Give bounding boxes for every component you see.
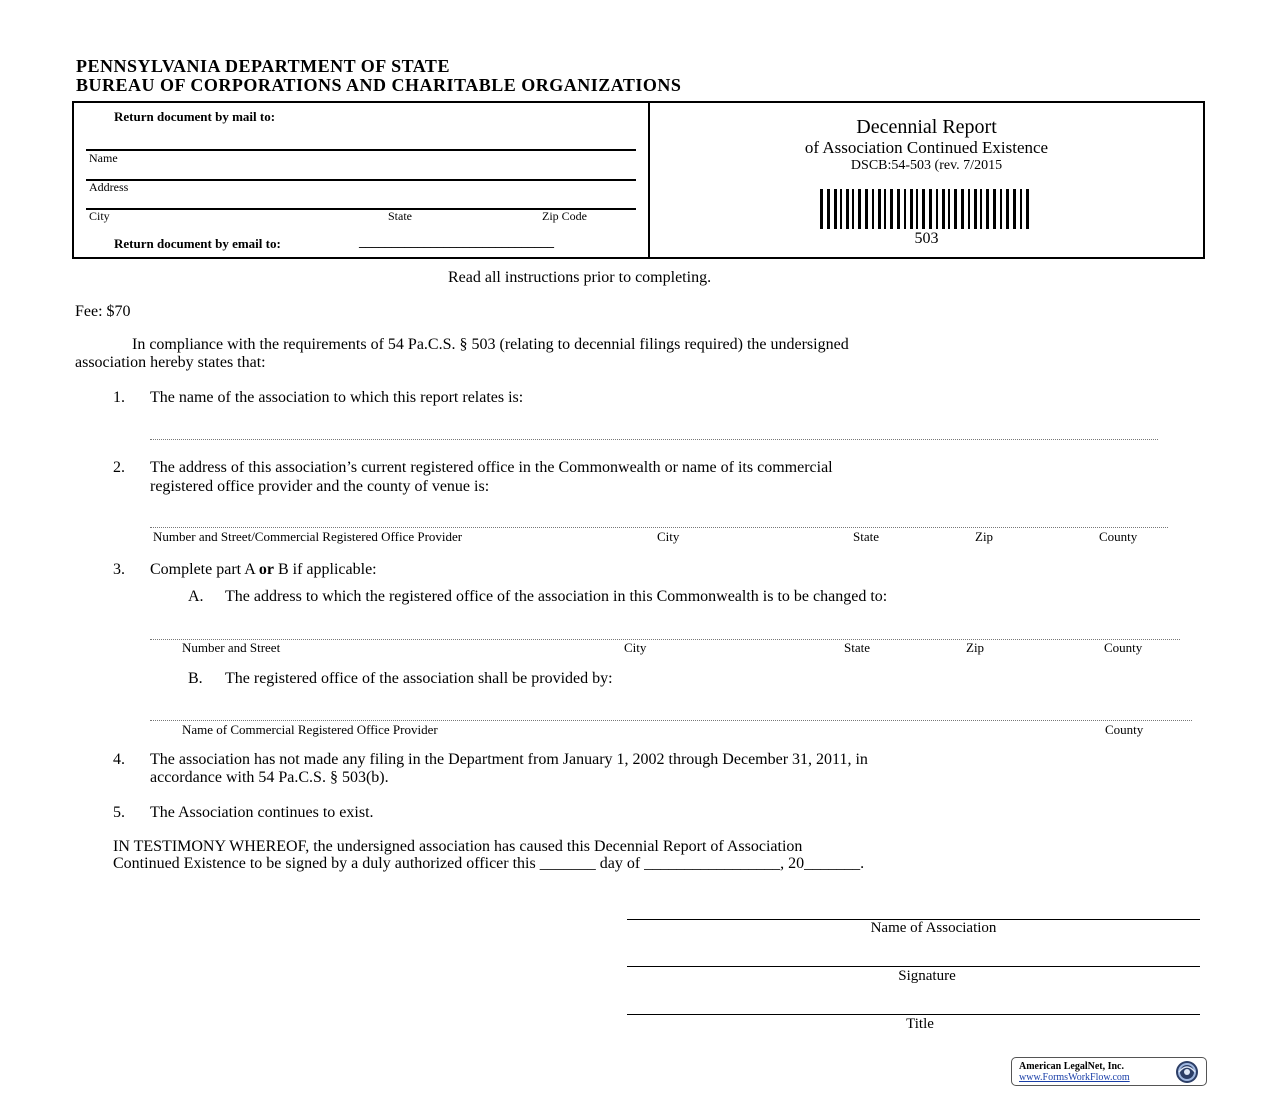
instructions-note: Read all instructions prior to completing. <box>448 269 712 286</box>
current-zip-label: Zip <box>975 529 994 544</box>
mail-return-label: Return document by mail to: <box>114 109 276 124</box>
name-label: Name <box>89 151 118 165</box>
barcode-image <box>818 189 1034 229</box>
return-address-box <box>72 101 650 259</box>
current-county-label: County <box>1099 529 1138 544</box>
association-name-line[interactable] <box>150 439 1158 440</box>
item-3-text: Complete part A or B if applicable: <box>150 561 377 578</box>
item-5-text: The Association continues to exist. <box>150 804 374 821</box>
title-label: Title <box>906 1016 934 1032</box>
current-office-line[interactable] <box>150 527 1168 528</box>
address-line[interactable] <box>86 179 636 181</box>
state-label: State <box>388 209 412 223</box>
item-1-number: 1. <box>113 389 125 406</box>
provider-county-label: County <box>1105 722 1144 737</box>
logo-url[interactable]: www.FormsWorkFlow.com <box>1019 1072 1130 1083</box>
current-state-label: State <box>853 529 879 544</box>
new-zip-label: Zip <box>966 640 985 655</box>
part-b-text: The registered office of the association shall be provided by: <box>225 670 613 687</box>
form-title-box <box>648 101 1205 259</box>
name-line[interactable] <box>86 149 636 151</box>
form-code: DSCB:54-503 (rev. 7/2015 <box>850 158 1003 173</box>
form-subtitle: of Association Continued Existence <box>804 138 1049 157</box>
item-1-text: The name of the association to which this report relates is: <box>150 389 524 406</box>
fee-amount: Fee: $70 <box>75 303 131 320</box>
new-county-label: County <box>1104 640 1143 655</box>
globe-icon <box>1170 1059 1204 1085</box>
new-street-label: Number and Street <box>182 640 281 655</box>
intro-line-2: association hereby states that: <box>75 354 266 371</box>
current-city-label: City <box>657 529 680 544</box>
item-4-line-2: accordance with 54 Pa.C.S. § 503(b). <box>150 769 389 786</box>
address-label: Address <box>89 180 129 194</box>
new-office-line[interactable] <box>150 639 1180 640</box>
intro-line-1: In compliance with the requirements of 54 Pa.C.S. § 503 (relating to decennial filings required) the undersigned <box>132 336 849 353</box>
department-heading: PENNSYLVANIA DEPARTMENT OF STATE <box>76 56 450 76</box>
logo-company: American LegalNet, Inc. <box>1019 1061 1124 1072</box>
signature-line[interactable] <box>627 966 1200 967</box>
provider-name-label: Name of Commercial Registered Office Provider <box>182 722 438 737</box>
signature-label: Signature <box>898 968 956 984</box>
american-legalnet-logo[interactable] <box>1011 1057 1207 1086</box>
item-2-number: 2. <box>113 459 125 476</box>
zip-code-label: Zip Code <box>542 209 587 223</box>
new-city-label: City <box>624 640 647 655</box>
current-street-label: Number and Street/Commercial Registered Office Provider <box>153 529 463 544</box>
part-a-text: The address to which the registered office of the association in this Commonwealth is to be changed to: <box>225 588 888 605</box>
barcode-bars <box>820 189 1029 229</box>
provider-line[interactable] <box>150 720 1192 721</box>
email-return-label: Return document by email to: <box>114 236 281 251</box>
item-4-number: 4. <box>113 751 125 768</box>
city-label: City <box>89 209 110 223</box>
new-state-label: State <box>844 640 870 655</box>
bureau-heading: BUREAU OF CORPORATIONS AND CHARITABLE ORGANIZATIONS <box>76 75 682 95</box>
part-a-letter: A. <box>188 588 204 605</box>
name-of-association-label: Name of Association <box>870 920 997 936</box>
part-b-letter: B. <box>188 670 203 687</box>
item-2-line-1: The address of this association’s current registered office in the Commonwealth or name of its commercial <box>150 459 833 476</box>
testimony-line-1: IN TESTIMONY WHEREOF, the undersigned association has caused this Decennial Report of Association <box>113 838 803 855</box>
item-5-number: 5. <box>113 804 125 821</box>
title-line[interactable] <box>627 1014 1200 1015</box>
item-4-line-1: The association has not made any filing in the Department from January 1, 2002 through December 31, 2011, in <box>150 751 868 768</box>
item-3-number: 3. <box>113 561 125 578</box>
item-2-line-2: registered office provider and the county of venue is: <box>150 478 490 495</box>
barcode-number: 503 <box>914 230 939 247</box>
testimony-line-2[interactable]: Continued Existence to be signed by a duly authorized officer this _______ day of _________________, 20_______. <box>113 855 865 872</box>
form-title: Decennial Report <box>856 116 997 138</box>
email-blank[interactable]: ______________________________ <box>359 234 554 249</box>
